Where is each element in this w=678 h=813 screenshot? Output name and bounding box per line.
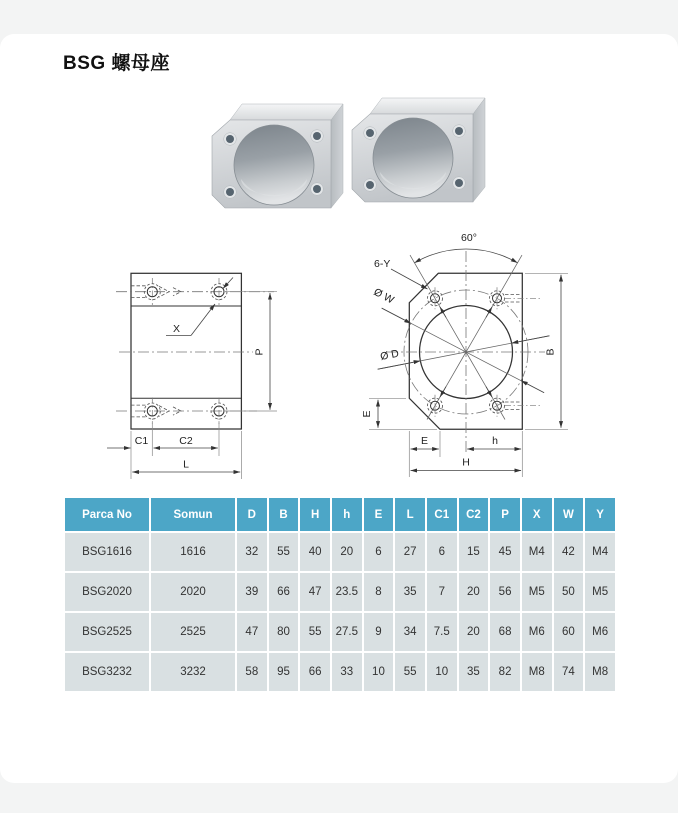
table-cell: 50 [554,573,584,611]
table-cell: 6 [364,533,394,571]
column-header: E [364,498,394,531]
table-cell: 58 [237,653,267,691]
table-cell: M5 [585,573,615,611]
dim-label-b: B [544,348,557,356]
dim-label-e-bottom: E [420,435,429,447]
table-cell: 60 [554,613,584,651]
column-header: C1 [427,498,457,531]
table-cell: 34 [395,613,425,651]
column-header: Parca No [65,498,149,531]
left-housing-block [212,104,343,208]
nut-housing-photo [185,95,505,225]
column-header: P [490,498,520,531]
table-cell: 32 [237,533,267,571]
table-cell: 40 [300,533,330,571]
table-cell: 20 [332,533,362,571]
dim-label-bore: Ø D [379,347,400,363]
bore-hole [234,125,314,205]
right-housing-block [352,98,485,202]
column-header: C2 [459,498,489,531]
dim-label-e-side: E [361,410,373,418]
column-header: W [554,498,584,531]
table-cell: M4 [585,533,615,571]
table-row [65,573,615,611]
table-cell: 33 [332,653,362,691]
table-cell: 15 [459,533,489,571]
table-cell: 1616 [151,533,235,571]
table-header-row [65,498,615,531]
table-cell: M6 [522,613,552,651]
table-cell: 55 [300,613,330,651]
technical-drawing [55,223,640,485]
table-row [65,533,615,571]
table-cell: 47 [300,573,330,611]
product-photo [185,95,505,225]
table-cell: 68 [490,613,520,651]
table-cell: 39 [237,573,267,611]
bore-hole [373,118,453,198]
table-cell: 7.5 [427,613,457,651]
dim-label-h-total: H [462,456,470,469]
dim-label-bolt-circle: Ø W [371,286,396,307]
table-cell: 8 [364,573,394,611]
table-row [65,613,615,651]
table-cell: 2020 [151,573,235,611]
table-cell: 23.5 [332,573,362,611]
table-cell: M8 [585,653,615,691]
engineering-drawing [55,223,640,485]
table-cell: M8 [522,653,552,691]
table-cell: 82 [490,653,520,691]
table-cell: BSG2525 [65,613,149,651]
side-view-drawing [107,273,277,479]
table-row [65,653,615,691]
table-cell: 7 [427,573,457,611]
table-cell: 55 [269,533,299,571]
table-cell: 56 [490,573,520,611]
table-cell: BSG2020 [65,573,149,611]
table-cell: 27.5 [332,613,362,651]
table-cell: 80 [269,613,299,651]
table-cell: BSG1616 [65,533,149,571]
table-cell: 3232 [151,653,235,691]
table-cell: 9 [364,613,394,651]
table-cell: BSG3232 [65,653,149,691]
column-header: Somun [151,498,235,531]
spec-table [63,496,617,693]
table-cell: 20 [459,573,489,611]
column-header: L [395,498,425,531]
table-cell: 74 [554,653,584,691]
dim-label-p: P [253,348,266,356]
table-cell: 45 [490,533,520,571]
dim-label-x: X [173,323,181,335]
column-header: B [269,498,299,531]
table-cell: 6 [427,533,457,571]
table-cell: 27 [395,533,425,571]
dim-label-c2: C2 [179,435,193,447]
dim-label-h-small: h [492,435,498,447]
table-cell: 10 [364,653,394,691]
table-cell: 42 [554,533,584,571]
dim-label-holes: 6-Y [374,258,391,270]
table-cell: 2525 [151,613,235,651]
dim-label-l: L [183,458,189,471]
table-cell: M5 [522,573,552,611]
table-cell: 35 [459,653,489,691]
table-cell: 66 [300,653,330,691]
dim-label-c1: C1 [134,435,149,447]
table-cell: 55 [395,653,425,691]
table-cell: 20 [459,613,489,651]
front-view-drawing [361,232,568,477]
table-cell: 47 [237,613,267,651]
table-cell: 66 [269,573,299,611]
table-cell: 10 [427,653,457,691]
column-header: D [237,498,267,531]
column-header: h [332,498,362,531]
table-cell: 35 [395,573,425,611]
page-title: BSG 螺母座 [63,53,170,74]
column-header: X [522,498,552,531]
dim-label-angle: 60° [461,232,477,244]
table-cell: M6 [585,613,615,651]
column-header: Y [585,498,615,531]
table-cell: 95 [269,653,299,691]
table-cell: M4 [522,533,552,571]
column-header: H [300,498,330,531]
